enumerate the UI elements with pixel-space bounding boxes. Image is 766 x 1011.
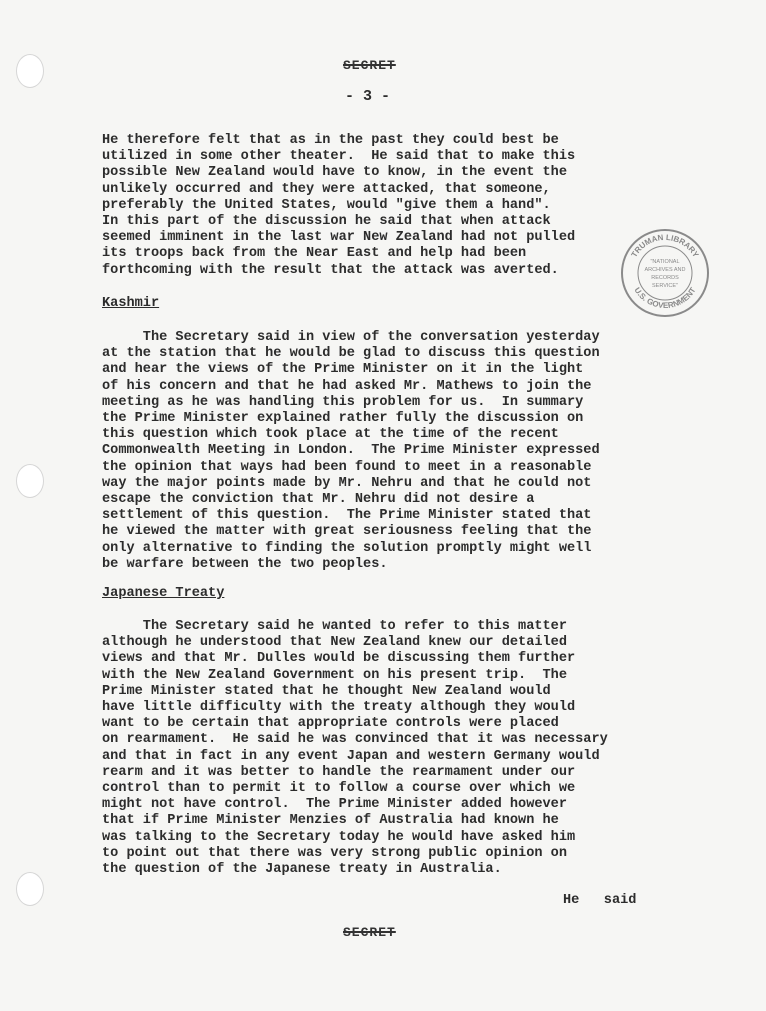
text-line: He therefore felt that as in the past they could best be (102, 133, 559, 148)
text-line: might not have control. The Prime Minister added however (102, 797, 567, 813)
section-heading-kashmir: Kashmir (102, 296, 160, 311)
text-line: The Secretary said in view of the conversation yesterday (102, 330, 600, 345)
paragraph-2 (102, 330, 702, 573)
text-line: although he understood that New Zealand knew our detailed (102, 635, 567, 651)
text-line: possible New Zealand would have to know, in the event the (102, 165, 567, 181)
text-line: the question of the Japanese treaty in Australia. (102, 862, 502, 878)
text-line: the opinion that ways had been found to meet in a reasonable (102, 459, 592, 475)
text-line: he viewed the matter with great seriousness feeling that the (102, 524, 592, 540)
text-line: Prime Minister stated that he thought New Zealand would (102, 683, 551, 699)
text-line: and that in fact in any event Japan and western Germany would (102, 748, 600, 764)
text-line: forthcoming with the result that the attack was averted. (102, 262, 559, 278)
text-line: its troops back from the Near East and help had been (102, 246, 527, 262)
punch-hole (16, 464, 44, 498)
catchword: He said (563, 893, 637, 908)
archive-stamp (620, 228, 710, 318)
text-line: views and that Mr. Dulles would be discussing them further (102, 651, 576, 667)
punch-hole (16, 54, 44, 88)
paragraph-1 (102, 133, 702, 279)
stamp-top-text: TRUMAN LIBRARY (629, 232, 701, 259)
text-line: only alternative to finding the solution promptly might well (102, 540, 592, 556)
text-line: to point out that there was very strong public opinion on (102, 845, 567, 861)
text-line: way the major points made by Mr. Nehru and that he could not (102, 475, 592, 491)
text-line: with the New Zealand Government on his present trip. The (102, 667, 567, 683)
stamp-center-line: ARCHIVES AND (644, 267, 686, 273)
text-line: on rearmament. He said he was convinced that it was necessary (102, 732, 608, 748)
stamp-center-line: "NATIONAL (650, 259, 680, 265)
classification-bottom: SECRET (343, 925, 396, 940)
text-line: have little difficulty with the treaty although they would (102, 700, 576, 716)
page-number: - 3 - (345, 88, 391, 105)
text-line: control than to permit it to follow a course over which we (102, 781, 576, 797)
punch-hole (16, 872, 44, 906)
stamp-center-line: RECORDS (651, 275, 679, 281)
text-line: want to be certain that appropriate controls were placed (102, 716, 559, 732)
text-line: seemed imminent in the last war New Zealand had not pulled (102, 230, 576, 246)
text-line: that if Prime Minister Menzies of Australia had known he (102, 813, 559, 829)
text-line: be warfare between the two peoples. (102, 556, 388, 572)
text-line: utilized in some other theater. He said that to make this (102, 149, 576, 165)
svg-text:U.S. GOVERNMENT (632, 286, 697, 310)
text-line: and hear the views of the Prime Minister on it in the light (102, 362, 584, 378)
text-line: unlikely occurred and they were attacked, that someone, (102, 181, 551, 197)
text-line: at the station that he would be glad to discuss this question (102, 346, 600, 362)
text-line: In this part of the discussion he said that when attack (102, 214, 551, 230)
text-line: Commonwealth Meeting in London. The Prime Minister expressed (102, 443, 600, 459)
section-heading-japanese-treaty: Japanese Treaty (102, 586, 225, 601)
text-line: escape the conviction that Mr. Nehru did not desire a (102, 492, 535, 508)
paragraph-3 (102, 619, 702, 878)
text-line: of his concern and that he had asked Mr. Mathews to join the (102, 378, 592, 394)
text-line: meeting as he was handling this problem for us. In summary (102, 394, 584, 410)
text-line: this question which took place at the time of the recent (102, 427, 559, 443)
text-line: settlement of this question. The Prime Minister stated that (102, 508, 592, 524)
text-line: was talking to the Secretary today he would have asked him (102, 829, 576, 845)
text-line: the Prime Minister explained rather fully the discussion on (102, 411, 584, 427)
text-line: rearm and it was better to handle the rearmament under our (102, 764, 576, 780)
classification-top: SECRET (343, 58, 396, 73)
stamp-center-line: SERVICE" (652, 283, 678, 289)
stamp-bottom-text: U.S. GOVERNMENT (632, 285, 698, 311)
text-line: preferably the United States, would "give them a hand". (102, 197, 551, 213)
text-line: The Secretary said he wanted to refer to this matter (102, 619, 567, 634)
